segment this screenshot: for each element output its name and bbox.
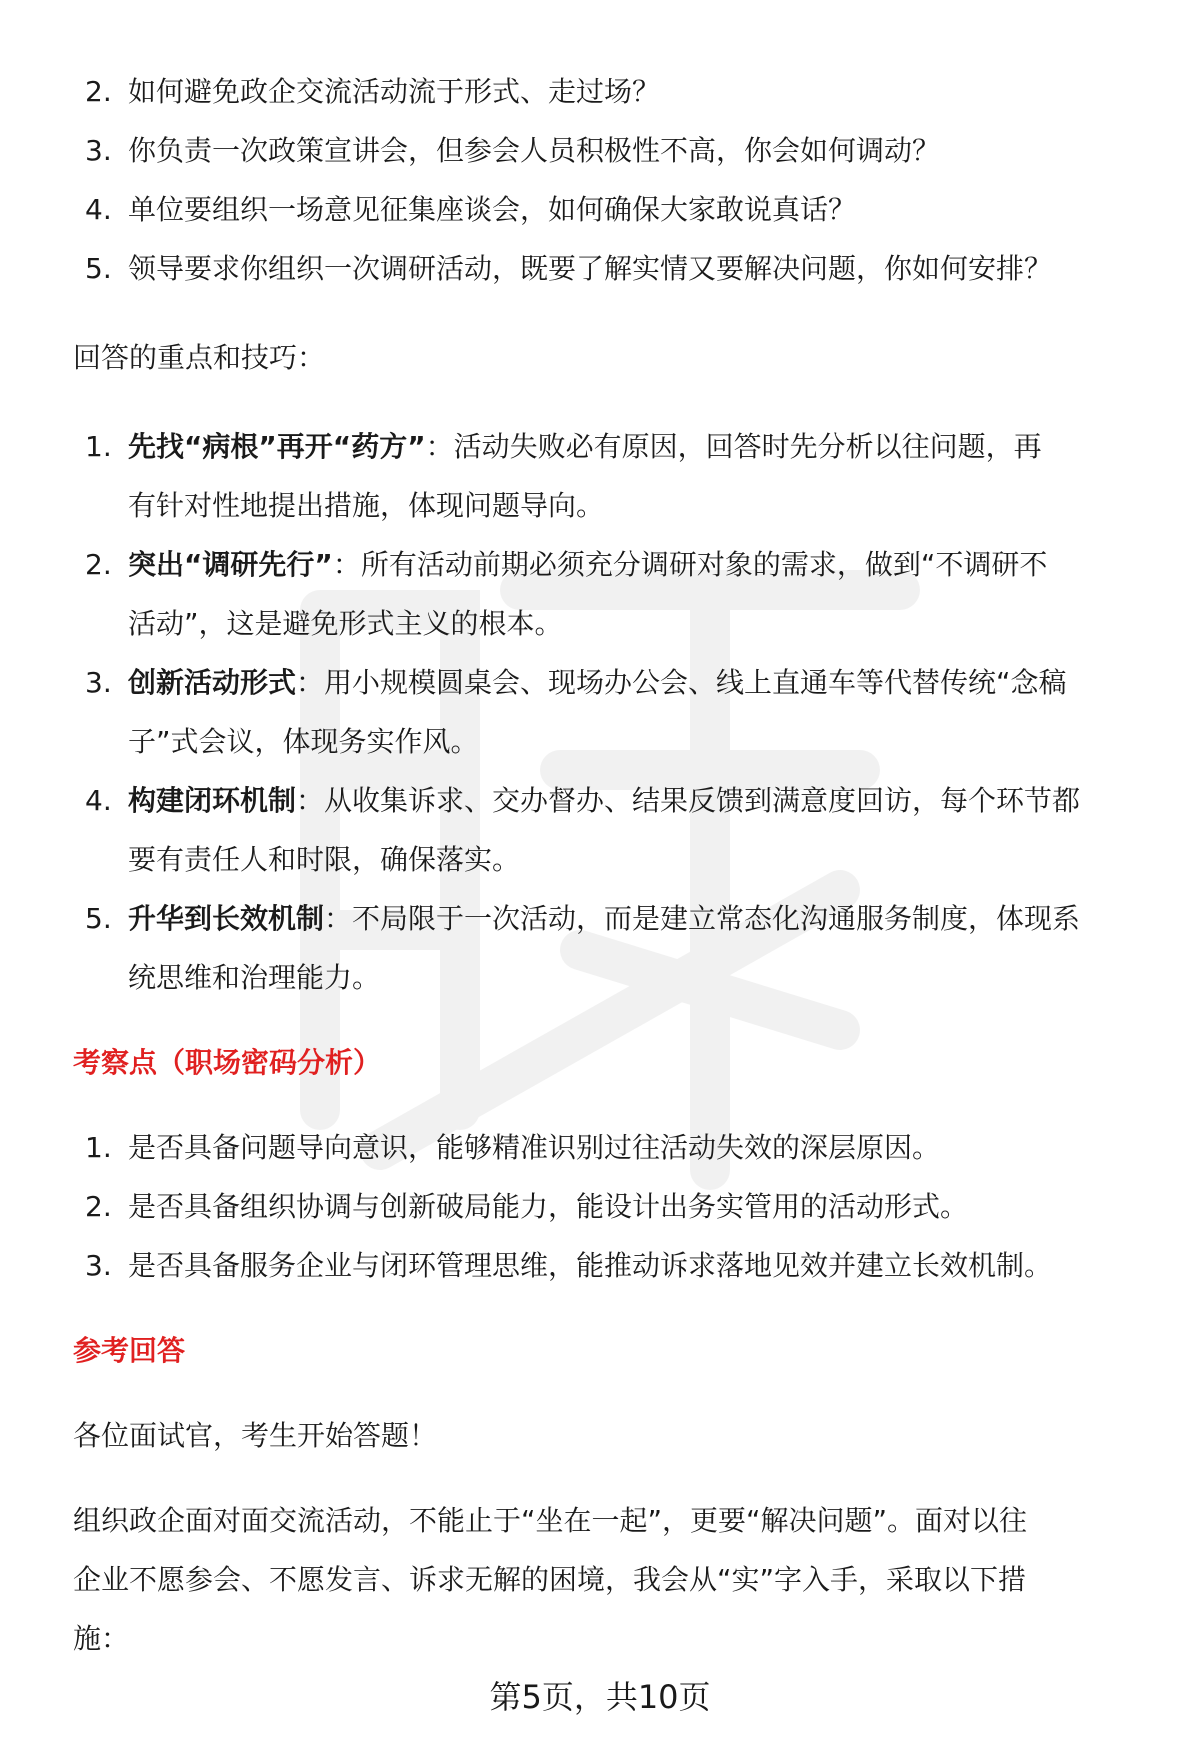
- tip-line: 有针对性地提出措施，体现问题导向。: [128, 489, 605, 522]
- tip-title: 升华到长效机制: [128, 902, 325, 935]
- tip-separator: ：: [324, 902, 353, 935]
- list-number: 5.: [85, 902, 112, 935]
- list-item: [73, 417, 1143, 535]
- answer-greeting: 各位面试官，考生开始答题！: [73, 1419, 438, 1452]
- list-item: [73, 1236, 1143, 1295]
- list-number: 3.: [85, 1249, 112, 1282]
- answer-heading: 参考回答: [73, 1334, 186, 1367]
- question-list: [73, 62, 1143, 298]
- list-item: [73, 535, 1143, 653]
- list-item: [73, 180, 1143, 239]
- list-item: [73, 62, 1143, 121]
- tip-line: 不局限于一次活动，而是建立常态化沟通服务制度，体现系: [352, 902, 1081, 935]
- tip-line: 统思维和治理能力。: [128, 961, 381, 994]
- answer-line: 施：: [73, 1622, 130, 1655]
- list-number: 1.: [85, 1131, 112, 1164]
- answer-line: 企业不愿参会、不愿发言、诉求无解的困境，我会从“实”字入手，采取以下措: [73, 1563, 1027, 1596]
- tip-title: 突出“调研先行”: [128, 548, 333, 581]
- list-text: 如何避免政企交流活动流于形式、走过场？: [128, 75, 661, 108]
- list-number: 2.: [85, 548, 112, 581]
- list-text: [128, 417, 1143, 535]
- tip-title: 构建闭环机制: [128, 784, 297, 817]
- list-number: 2.: [85, 75, 112, 108]
- list-item: [73, 1177, 1143, 1236]
- list-number: 3.: [85, 666, 112, 699]
- tip-separator: ：: [296, 784, 325, 817]
- list-item: [73, 771, 1143, 889]
- list-text: 单位要组织一场意见征集座谈会，如何确保大家敢说真话？: [128, 193, 857, 226]
- tips-list: [73, 417, 1143, 1007]
- list-item: [73, 1118, 1143, 1177]
- tip-line: 用小规模圆桌会、现场办公会、线上直通车等代替传统“念稿: [324, 666, 1067, 699]
- exam-points-list: [73, 1118, 1143, 1295]
- list-text: 是否具备服务企业与闭环管理思维，能推动诉求落地见效并建立长效机制。: [128, 1249, 1053, 1282]
- tip-line: 从收集诉求、交办督办、结果反馈到满意度回访，每个环节都: [324, 784, 1081, 817]
- list-text: 是否具备组织协调与创新破局能力，能设计出务实管用的活动形式。: [128, 1190, 969, 1223]
- list-text: [128, 889, 1143, 1007]
- tip-title: 创新活动形式: [128, 666, 297, 699]
- tip-line: 活动失败必有原因，回答时先分析以往问题，再: [453, 430, 1042, 463]
- list-text: 是否具备问题导向意识，能够精准识别过往活动失效的深层原因。: [128, 1131, 941, 1164]
- list-number: 2.: [85, 1190, 112, 1223]
- tip-line: 子”式会议，体现务实作风。: [128, 725, 479, 758]
- tip-line: 活动”，这是避免形式主义的根本。: [128, 607, 563, 640]
- tip-separator: ：: [296, 666, 325, 699]
- list-number: 4.: [85, 193, 112, 226]
- list-text: [128, 771, 1143, 889]
- list-text: 领导要求你组织一次调研活动，既要了解实情又要解决问题，你如何安排？: [128, 252, 1053, 285]
- list-number: 5.: [85, 252, 112, 285]
- list-text: [128, 653, 1143, 771]
- tip-separator: ：: [332, 548, 361, 581]
- list-item: [73, 889, 1143, 1007]
- list-number: 1.: [85, 430, 112, 463]
- list-number: 4.: [85, 784, 112, 817]
- answer-line: 组织政企面对面交流活动，不能止于“坐在一起”，更要“解决问题”。面对以往: [73, 1504, 1028, 1537]
- list-number: 3.: [85, 134, 112, 167]
- main-content: [73, 62, 1143, 1668]
- list-text: 你负责一次政策宣讲会，但参会人员积极性不高，你会如何调动？: [128, 134, 941, 167]
- list-item: [73, 239, 1143, 298]
- tips-intro: 回答的重点和技巧：: [73, 341, 326, 374]
- exam-points-heading: 考察点（职场密码分析）: [73, 1046, 382, 1079]
- tip-separator: ：: [425, 430, 454, 463]
- answer-paragraph: [73, 1491, 1143, 1668]
- tip-line: 所有活动前期必须充分调研对象的需求，做到“不调研不: [360, 548, 1048, 581]
- tip-line: 要有责任人和时限，确保落实。: [128, 843, 521, 876]
- list-text: [128, 535, 1143, 653]
- tip-title: 先找“病根”再开“药方”: [128, 430, 426, 463]
- page-footer: 第5页，共10页: [489, 1678, 711, 1716]
- list-item: [73, 653, 1143, 771]
- list-item: [73, 121, 1143, 180]
